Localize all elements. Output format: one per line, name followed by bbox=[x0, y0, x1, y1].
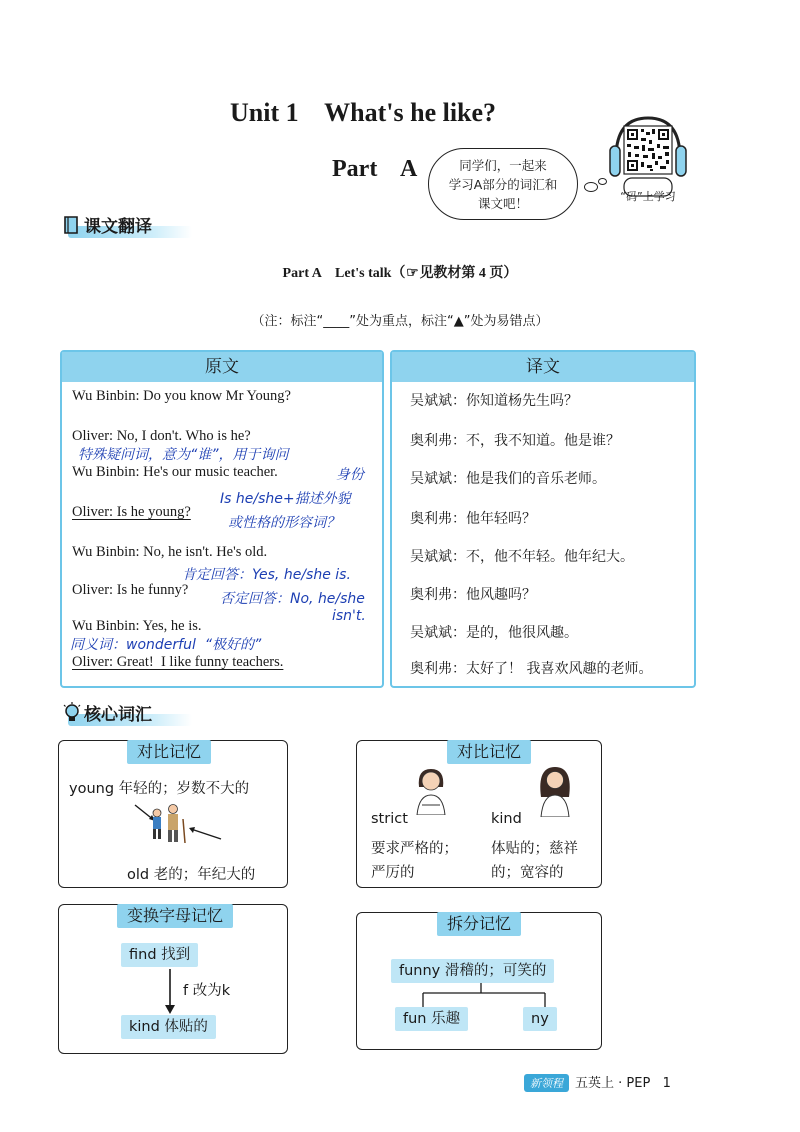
vocab-kind-en: kind bbox=[491, 811, 522, 827]
vocab-card-title: 拆分记忆 bbox=[437, 912, 521, 936]
page-footer bbox=[524, 1072, 671, 1092]
translation-line: 吴斌斌：不，他不年轻。他年纪大。 bbox=[410, 549, 634, 565]
handwritten-note: 否定回答：No, he/she bbox=[220, 591, 365, 607]
handwritten-note: isn't. bbox=[332, 608, 366, 624]
section-header-vocabulary bbox=[60, 700, 220, 728]
dialogue-line: Oliver: Is he young? bbox=[72, 504, 191, 520]
section-title: 核心词汇 bbox=[84, 705, 152, 725]
child-and-elder-illustration bbox=[131, 799, 227, 861]
vocab-find: find 找到 bbox=[121, 943, 198, 967]
translation-line: 奥利弗：他年轻吗？ bbox=[410, 511, 536, 527]
publisher-logo: 新领程 bbox=[524, 1074, 569, 1092]
handwritten-note: 身份 bbox=[336, 467, 364, 483]
original-text-panel bbox=[60, 350, 384, 688]
section-title: 课文翻译 bbox=[84, 217, 152, 237]
vocab-funny: funny 滑稽的；可笑的 bbox=[391, 959, 554, 983]
bubble-tail-dot bbox=[598, 178, 607, 185]
vocab-card-title: 变换字母记忆 bbox=[117, 904, 233, 928]
vocab-card-title: 对比记忆 bbox=[447, 740, 531, 764]
part-title: Part A bbox=[332, 156, 418, 182]
translation-line: 吴斌斌：是的，他很风趣。 bbox=[410, 625, 578, 641]
talk-title-left: Part A Let's talk（ bbox=[282, 266, 406, 281]
dialogue-line: Oliver: Great! I like funny teachers. bbox=[72, 654, 284, 670]
talk-title-right: 见教材第 4 页） bbox=[419, 266, 518, 281]
speech-bubble bbox=[428, 148, 578, 220]
handwritten-note: 同义词：wonderful “极好的” bbox=[70, 637, 262, 653]
translation-line: 吴斌斌：你知道杨先生吗？ bbox=[410, 393, 578, 409]
vocab-old: old 老的；年纪大的 bbox=[127, 867, 256, 883]
translation-line: 奥利弗：太好了！ 我喜欢风趣的老师。 bbox=[410, 661, 653, 677]
translation-panel bbox=[390, 350, 696, 688]
dialogue-line: Oliver: Is he funny? bbox=[72, 582, 189, 598]
kind-teacher-illustration bbox=[535, 763, 575, 817]
unit-title: Unit 1 What's he like? bbox=[230, 98, 497, 127]
vocab-ny: ny bbox=[523, 1007, 557, 1031]
handwritten-note: 肯定回答：Yes, he/she is. bbox=[182, 567, 351, 583]
book-icon bbox=[62, 214, 82, 236]
vocab-card-young-old bbox=[58, 740, 288, 888]
original-header: 原文 bbox=[62, 352, 382, 382]
annotation-note: （注：标注“____”处为重点，标注“▲”处为易错点） bbox=[251, 314, 549, 329]
vocab-rule: f 改为k bbox=[183, 983, 231, 999]
vocab-strict-cn: 要求严格的； bbox=[371, 841, 458, 857]
strict-teacher-illustration bbox=[413, 765, 449, 815]
vocab-card-funny bbox=[356, 912, 602, 1050]
dialogue-line: Wu Binbin: No, he isn't. He's old. bbox=[72, 544, 268, 560]
vocab-kind: kind 体贴的 bbox=[121, 1015, 216, 1039]
bubble-line: 学习A部分的词汇和 bbox=[448, 177, 558, 192]
dialogue-line: Wu Binbin: Do you know Mr Young? bbox=[72, 388, 291, 404]
vocab-strict-en: strict bbox=[371, 811, 408, 827]
translation-line: 吴斌斌：他是我们的音乐老师。 bbox=[410, 471, 606, 487]
translation-line: 奥利弗：不，我不知道。他是谁？ bbox=[410, 433, 620, 449]
handwritten-note: 或性格的形容词？ bbox=[228, 515, 340, 531]
translation-line: 奥利弗：他风趣吗？ bbox=[410, 587, 536, 603]
split-connector bbox=[417, 983, 557, 1009]
vocab-card-strict-kind bbox=[356, 740, 602, 888]
handwritten-note: 特殊疑问词，意为“谁”，用于询问 bbox=[78, 447, 289, 463]
pointing-hand-icon: ☞ bbox=[406, 266, 419, 281]
dialogue-line: Oliver: No, I don't. Who is he? bbox=[72, 428, 251, 444]
footer-text: 五英上 · PEP 1 bbox=[575, 1076, 671, 1091]
vocab-young: young 年轻的；岁数不大的 bbox=[69, 781, 250, 797]
arrow-down-icon bbox=[163, 969, 177, 1015]
bubble-tail-dot bbox=[584, 182, 598, 192]
vocab-kind-cn: 体贴的；慈祥 bbox=[491, 841, 578, 857]
bubble-line: 课文吧！ bbox=[477, 196, 528, 211]
talk-title bbox=[0, 262, 800, 282]
qr-label: “码”上学习 bbox=[620, 190, 676, 203]
dialogue-line: Wu Binbin: He's our music teacher. bbox=[72, 464, 278, 480]
handwritten-note: Is he/she+描述外貌 bbox=[220, 491, 351, 507]
lightbulb-icon bbox=[62, 702, 82, 724]
vocab-kind-cn: 的；宽容的 bbox=[491, 865, 564, 881]
bubble-line: 同学们，一起来 bbox=[459, 158, 547, 173]
vocab-card-find-kind bbox=[58, 904, 288, 1054]
section-header-translation bbox=[60, 212, 220, 240]
translation-header: 译文 bbox=[392, 352, 694, 382]
vocab-card-title: 对比记忆 bbox=[127, 740, 211, 764]
vocab-strict-cn: 严厉的 bbox=[371, 865, 415, 881]
vocab-fun: fun 乐趣 bbox=[395, 1007, 468, 1031]
dialogue-line: Wu Binbin: Yes, he is. bbox=[72, 618, 202, 634]
